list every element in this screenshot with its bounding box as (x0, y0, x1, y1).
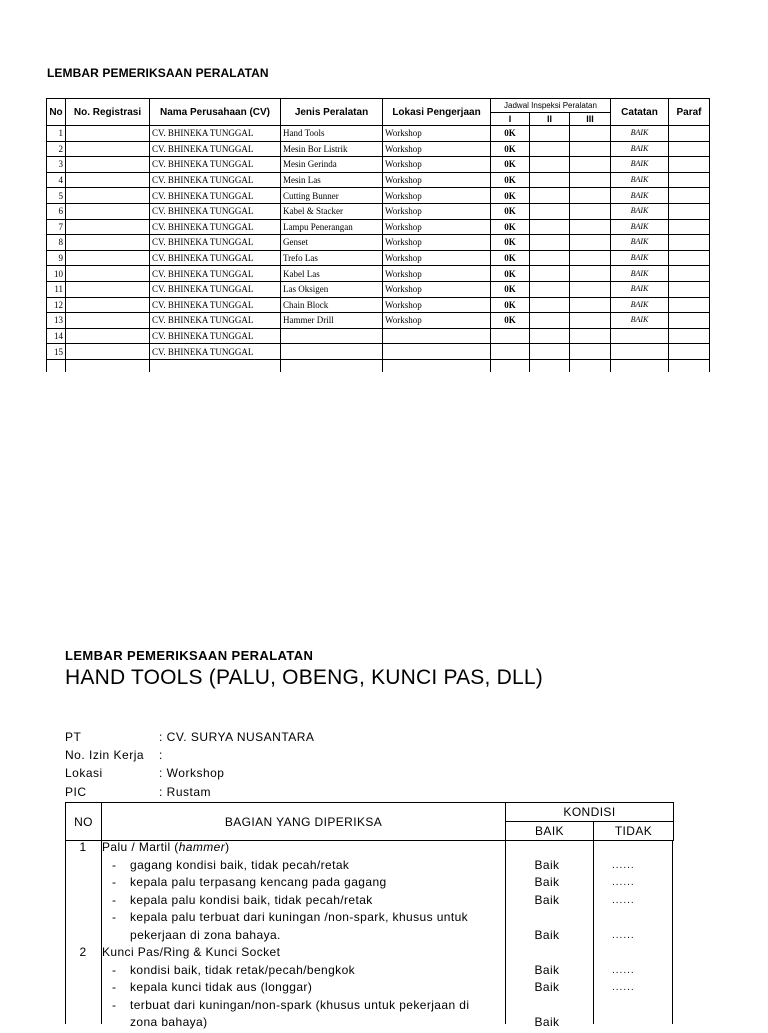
header-no: No (47, 99, 66, 126)
condition-baik: Baik (534, 927, 560, 942)
cell-catatan: BAIK (611, 250, 669, 266)
group-title-italic: hammer (178, 840, 226, 854)
cell-no: 5 (47, 188, 66, 204)
cell-catatan: BAIK (611, 203, 669, 219)
table-row-empty (47, 359, 710, 372)
cell-jenis: Kabel Las (281, 266, 383, 282)
checklist-item (0, 910, 768, 945)
table-row (47, 188, 710, 204)
cell-empty (669, 250, 710, 266)
cell-empty (570, 203, 611, 219)
cell-no: 1 (47, 126, 66, 142)
group-number: 1 (79, 840, 87, 854)
condition-tidak: ...... (612, 859, 635, 871)
cell-no: 15 (47, 344, 66, 360)
table-row (47, 297, 710, 313)
condition-baik: Baik (534, 857, 560, 872)
cell-empty (530, 359, 570, 372)
cell-empty (570, 188, 611, 204)
cell-catatan: BAIK (611, 188, 669, 204)
cell-no: 7 (47, 219, 66, 235)
cell-catatan: BAIK (611, 313, 669, 329)
condition-tidak: ...... (612, 964, 635, 976)
cell-empty (669, 281, 710, 297)
cell-empty (66, 250, 150, 266)
cell-empty (669, 141, 710, 157)
cell-empty (611, 359, 669, 372)
bullet-dash: - (112, 980, 117, 994)
cell-jenis: Mesin Las (281, 172, 383, 188)
cell-empty (570, 359, 611, 372)
cell-empty (570, 266, 611, 282)
header-jadwal-i: I (491, 113, 530, 126)
cell-perusahaan: CV. BHINEKA TUNGGAL (150, 313, 281, 329)
info-pt (65, 730, 314, 744)
item-text: kondisi baik, tidak retak/pecah/bengkok (130, 962, 356, 977)
cell-empty (530, 141, 570, 157)
cell-lokasi: Workshop (383, 219, 491, 235)
cell-lokasi (383, 344, 491, 360)
condition-baik: Baik (534, 875, 560, 889)
cell-perusahaan: CV. BHINEKA TUNGGAL (150, 172, 281, 188)
cell-i (491, 344, 530, 360)
cell-empty (383, 359, 491, 372)
table-row (47, 313, 710, 329)
item-text: kepala palu kondisi baik, tidak pecah/retak (130, 892, 373, 907)
cell-empty (66, 235, 150, 251)
cell-empty (66, 297, 150, 313)
condition-baik: Baik (534, 962, 560, 977)
group-title (102, 945, 280, 959)
table-row (47, 344, 710, 360)
cell-i: 0K (491, 250, 530, 266)
cell-jenis: Las Oksigen (281, 281, 383, 297)
cell-catatan: BAIK (611, 235, 669, 251)
condition-tidak: ...... (612, 877, 635, 888)
cell-empty (66, 313, 150, 329)
bullet-dash: - (112, 892, 117, 907)
cell-jenis: Trefo Las (281, 250, 383, 266)
cell-empty (530, 266, 570, 282)
table-row (47, 281, 710, 297)
item-text: kepala palu terbuat dari kuningan /non-spark, khusus untuk (130, 910, 469, 924)
cell-empty (570, 141, 611, 157)
header-kondisi: KONDISI (506, 803, 674, 822)
cell-catatan: BAIK (611, 281, 669, 297)
checklist-item (0, 893, 768, 911)
cell-empty (66, 141, 150, 157)
cell-empty (669, 359, 710, 372)
cell-empty (669, 126, 710, 142)
header-lokasi: Lokasi Pengerjaan (383, 99, 491, 126)
cell-jenis: Mesin Bor Listrik (281, 141, 383, 157)
item-text: kepala kunci tidak aus (longgar) (130, 980, 313, 994)
condition-baik: Baik (534, 980, 560, 994)
cell-i: 0K (491, 172, 530, 188)
checklist-header (65, 802, 674, 841)
header-tidak: TIDAK (594, 822, 674, 841)
cell-perusahaan: CV. BHINEKA TUNGGAL (150, 203, 281, 219)
cell-i: 0K (491, 313, 530, 329)
cell-lokasi: Workshop (383, 281, 491, 297)
cell-empty (530, 235, 570, 251)
cell-perusahaan: CV. BHINEKA TUNGGAL (150, 297, 281, 313)
cell-no: 14 (47, 328, 66, 344)
cell-no: 10 (47, 266, 66, 282)
cell-catatan: BAIK (611, 157, 669, 173)
cell-perusahaan: CV. BHINEKA TUNGGAL (150, 219, 281, 235)
cell-no: 13 (47, 313, 66, 329)
header-jadwal: Jadwal Inspeksi Peralatan (491, 99, 611, 113)
cell-empty (66, 344, 150, 360)
cell-empty (66, 219, 150, 235)
header-registrasi: No. Registrasi (66, 99, 150, 126)
bullet-dash: - (112, 875, 117, 889)
info-label: PIC (65, 785, 87, 799)
cell-jenis: Lampu Penerangan (281, 219, 383, 235)
condition-tidak: ...... (612, 982, 635, 993)
cell-empty (669, 235, 710, 251)
table-row (47, 141, 710, 157)
cell-no: 2 (47, 141, 66, 157)
condition-tidak: ...... (612, 894, 635, 906)
cell-empty (669, 172, 710, 188)
cell-no: 6 (47, 203, 66, 219)
cell-jenis: Hand Tools (281, 126, 383, 142)
cell-no: 3 (47, 157, 66, 173)
cell-perusahaan: CV. BHINEKA TUNGGAL (150, 250, 281, 266)
condition-baik: Baik (534, 1015, 560, 1029)
cell-empty (66, 328, 150, 344)
cell-catatan: BAIK (611, 172, 669, 188)
cell-no: 9 (47, 250, 66, 266)
cell-empty (570, 328, 611, 344)
cell-empty (669, 313, 710, 329)
header-perusahaan: Nama Perusahaan (CV) (150, 99, 281, 126)
cell-empty (669, 188, 710, 204)
condition-baik: Baik (534, 892, 560, 907)
cell-i: 0K (491, 157, 530, 173)
cell-empty (530, 250, 570, 266)
cell-catatan: BAIK (611, 297, 669, 313)
info-value: : Workshop (159, 766, 225, 780)
checklist-item (0, 875, 768, 893)
cell-empty (669, 219, 710, 235)
info-pic (65, 785, 211, 799)
cell-i: 0K (491, 235, 530, 251)
cell-empty (66, 281, 150, 297)
cell-i: 0K (491, 219, 530, 235)
cell-catatan (611, 328, 669, 344)
cell-lokasi: Workshop (383, 313, 491, 329)
cell-lokasi: Workshop (383, 157, 491, 173)
cell-no: 4 (47, 172, 66, 188)
cell-perusahaan: CV. BHINEKA TUNGGAL (150, 188, 281, 204)
cell-empty (570, 281, 611, 297)
cell-empty (66, 126, 150, 142)
cell-empty (530, 203, 570, 219)
cell-empty (66, 172, 150, 188)
cell-empty (530, 219, 570, 235)
cell-empty (66, 266, 150, 282)
cell-empty (530, 313, 570, 329)
cell-perusahaan: CV. BHINEKA TUNGGAL (150, 157, 281, 173)
cell-lokasi: Workshop (383, 203, 491, 219)
cell-i: 0K (491, 141, 530, 157)
table-row (47, 126, 710, 142)
cell-lokasi: Workshop (383, 250, 491, 266)
cell-empty (669, 266, 710, 282)
cell-i: 0K (491, 297, 530, 313)
cell-empty (570, 250, 611, 266)
cell-lokasi: Workshop (383, 172, 491, 188)
table-row (47, 235, 710, 251)
cell-perusahaan: CV. BHINEKA TUNGGAL (150, 344, 281, 360)
group-title (102, 840, 230, 854)
cell-lokasi (383, 328, 491, 344)
checklist-item (0, 963, 768, 981)
cell-empty (47, 359, 66, 372)
table-row (47, 172, 710, 188)
form-subtitle: HAND TOOLS (PALU, OBENG, KUNCI PAS, DLL) (65, 666, 543, 689)
cell-lokasi: Workshop (383, 141, 491, 157)
cell-i: 0K (491, 126, 530, 142)
cell-perusahaan: CV. BHINEKA TUNGGAL (150, 281, 281, 297)
form-title: LEMBAR PEMERIKSAAN PERALATAN (65, 648, 314, 663)
cell-empty (530, 297, 570, 313)
header-jadwal-iii: III (570, 113, 611, 126)
cell-perusahaan: CV. BHINEKA TUNGGAL (150, 235, 281, 251)
equipment-inspection-table (46, 98, 710, 372)
cell-lokasi: Workshop (383, 297, 491, 313)
info-value: : CV. SURYA NUSANTARA (159, 730, 315, 744)
table-row (47, 250, 710, 266)
cell-empty (570, 157, 611, 173)
bullet-dash: - (112, 910, 117, 924)
cell-empty (530, 281, 570, 297)
bullet-dash: - (112, 962, 117, 977)
header-paraf: Paraf (669, 99, 710, 126)
header-jenis: Jenis Peralatan (281, 99, 383, 126)
cell-empty (669, 328, 710, 344)
cell-empty (530, 126, 570, 142)
cell-empty (669, 344, 710, 360)
cell-catatan: BAIK (611, 126, 669, 142)
sheet-title: LEMBAR PEMERIKSAAN PERALATAN (47, 66, 269, 80)
bullet-dash: - (112, 857, 117, 872)
cell-empty (570, 344, 611, 360)
header-catatan: Catatan (611, 99, 669, 126)
cell-catatan (611, 344, 669, 360)
cell-empty (570, 219, 611, 235)
cell-empty (669, 157, 710, 173)
item-text: kepala palu terpasang kencang pada gagang (130, 875, 387, 889)
cell-jenis (281, 328, 383, 344)
checklist-item (0, 858, 768, 876)
cell-no: 11 (47, 281, 66, 297)
cell-jenis (281, 344, 383, 360)
cell-jenis: Kabel & Stacker (281, 203, 383, 219)
group-title-text: Kunci Pas/Ring & Kunci Socket (102, 945, 281, 959)
cell-empty (530, 328, 570, 344)
info-value: : Rustam (159, 785, 212, 799)
table-row (47, 203, 710, 219)
cell-empty (669, 297, 710, 313)
cell-empty (570, 235, 611, 251)
cell-empty (491, 359, 530, 372)
cell-i: 0K (491, 281, 530, 297)
cell-i: 0K (491, 266, 530, 282)
table-row (47, 328, 710, 344)
item-text: gagang kondisi baik, tidak pecah/retak (130, 857, 350, 872)
table-row (47, 157, 710, 173)
table-row (47, 266, 710, 282)
cell-empty (66, 157, 150, 173)
group-title-text: ) (225, 840, 230, 854)
cell-empty (150, 359, 281, 372)
bullet-dash: - (112, 997, 117, 1012)
cell-empty (570, 313, 611, 329)
info-value: : (159, 748, 163, 762)
cell-lokasi: Workshop (383, 126, 491, 142)
cell-perusahaan: CV. BHINEKA TUNGGAL (150, 126, 281, 142)
cell-empty (669, 203, 710, 219)
cell-perusahaan: CV. BHINEKA TUNGGAL (150, 141, 281, 157)
cell-perusahaan: CV. BHINEKA TUNGGAL (150, 328, 281, 344)
cell-lokasi: Workshop (383, 188, 491, 204)
cell-empty (570, 297, 611, 313)
cell-jenis: Mesin Gerinda (281, 157, 383, 173)
group-number: 2 (79, 945, 87, 959)
cell-empty (66, 188, 150, 204)
cell-jenis: Cutting Bunner (281, 188, 383, 204)
cell-catatan: BAIK (611, 266, 669, 282)
cell-empty (66, 359, 150, 372)
cell-jenis: Hammer Drill (281, 313, 383, 329)
header-bagian: BAGIAN YANG DIPERIKSA (102, 803, 506, 841)
cell-empty (570, 172, 611, 188)
header-jadwal-ii: II (530, 113, 570, 126)
checklist-group (65, 945, 673, 963)
info-label: PT (65, 730, 82, 744)
header-baik: BAIK (506, 822, 594, 841)
group-title-text: Palu / Martil ( (102, 840, 179, 854)
checklist-group (65, 840, 673, 858)
cell-catatan: BAIK (611, 219, 669, 235)
info-izin (65, 748, 163, 762)
checklist-item (0, 998, 768, 1033)
info-label: Lokasi (65, 766, 103, 780)
cell-empty (281, 359, 383, 372)
cell-jenis: Chain Block (281, 297, 383, 313)
cell-i: 0K (491, 188, 530, 204)
header-no: NO (66, 803, 102, 841)
cell-empty (530, 188, 570, 204)
cell-no: 8 (47, 235, 66, 251)
condition-tidak: ...... (612, 929, 635, 941)
item-text: terbuat dari kuningan/non-spark (khusus untuk pekerjaan di (130, 997, 470, 1012)
info-label: No. Izin Kerja (65, 748, 145, 762)
cell-empty (530, 344, 570, 360)
item-text: pekerjaan di zona bahaya. (130, 927, 281, 942)
cell-i: 0K (491, 203, 530, 219)
cell-catatan: BAIK (611, 141, 669, 157)
cell-lokasi: Workshop (383, 266, 491, 282)
info-lokasi (65, 766, 224, 780)
cell-no: 12 (47, 297, 66, 313)
cell-empty (570, 126, 611, 142)
cell-perusahaan: CV. BHINEKA TUNGGAL (150, 266, 281, 282)
cell-empty (66, 203, 150, 219)
cell-jenis: Genset (281, 235, 383, 251)
table-row (47, 219, 710, 235)
cell-i (491, 328, 530, 344)
cell-lokasi: Workshop (383, 235, 491, 251)
checklist-item (0, 980, 768, 998)
cell-empty (530, 157, 570, 173)
item-text: zona bahaya) (130, 1015, 208, 1029)
cell-empty (530, 172, 570, 188)
